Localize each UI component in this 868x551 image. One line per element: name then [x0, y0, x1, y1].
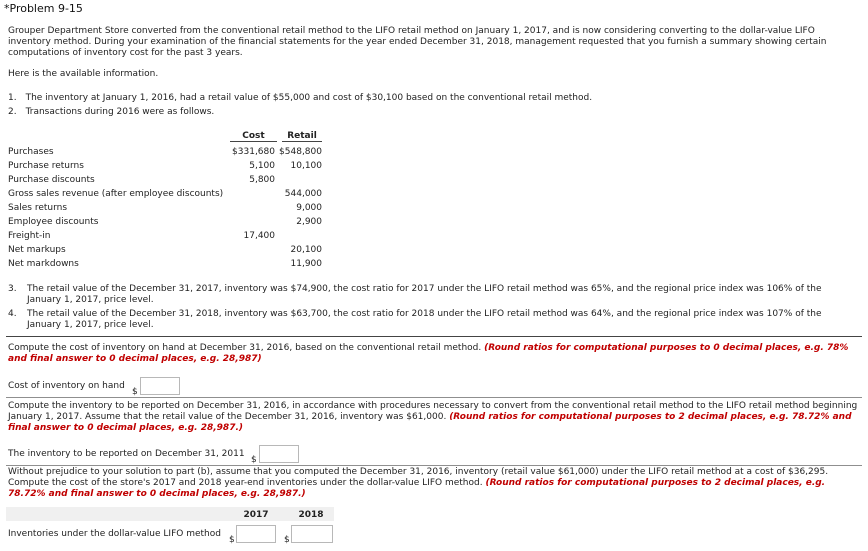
row-cost: 17,400 — [243, 231, 275, 241]
question-c-rounding-note: (Round ratios for computational purposes to 2 decimal places, e.g. 78.72% and final answer to 0 decimal places, e.g. 28,987.) — [8, 478, 826, 499]
row-retail: 20,100 — [290, 245, 322, 255]
question-c-prompt — [8, 467, 858, 500]
cost-of-inventory-input[interactable] — [140, 377, 180, 395]
currency-symbol: $ — [229, 535, 235, 545]
row-cost: 5,800 — [249, 175, 275, 185]
row-label: Purchase discounts — [8, 175, 95, 185]
row-label: Net markdowns — [8, 259, 79, 269]
question-a-rounding-note: (Round ratios for computational purposes to 0 decimal places, e.g. 78% and final answer to 0 decimal places, e.g. 28,987) — [8, 343, 849, 364]
dollar-value-lifo-label: Inventories under the dollar-value LIFO method — [8, 529, 221, 539]
table-header-band — [6, 507, 334, 521]
divider — [6, 465, 862, 466]
row-label: Purchases — [8, 147, 54, 157]
currency-symbol: $ — [132, 387, 138, 397]
row-retail: 9,000 — [296, 203, 322, 213]
info-item-3-number: 3. — [8, 284, 17, 294]
row-cost: $331,680 — [232, 147, 275, 157]
info-item-3: The retail value of the December 31, 2017, inventory was $74,900, the cost ratio for 2017 under the LIFO retail method was 65%, and the regional price index was 106% of the January 1, 2017, price level. — [27, 284, 822, 305]
row-label: Sales returns — [8, 203, 68, 213]
info-item-4-number: 4. — [8, 309, 17, 319]
row-retail: 544,000 — [284, 189, 322, 199]
question-b-text: Compute the inventory to be reported on December 31, 2016, in accordance with procedures necessary to convert from the conventional retail method to the LIFO retail method beginning January 1, 2017. Assume that the retail value of the December 31, 2016, inventory was $61,000. — [8, 401, 858, 422]
col-header-2017: 2017 — [243, 510, 269, 520]
col-header-retail: Retail — [282, 131, 322, 142]
row-label: Net markups — [8, 245, 66, 255]
divider — [6, 336, 862, 337]
question-b-prompt — [8, 401, 863, 434]
row-retail: $548,800 — [279, 147, 322, 157]
col-header-cost: Cost — [230, 131, 277, 142]
question-b-rounding-note: (Round ratios for computational purposes to 2 decimal places, e.g. 78.72% and final answer to 0 decimal places, e.g. 28,987.) — [8, 412, 852, 433]
question-c-text: Without prejudice to your solution to part (b), assume that you computed the December 31, 2016, inventory (retail value $61,000) under the LIFO retail method at a cost of $36,295. Compute the cost of the store's 2017 and 2018 year-end inventories under the dollar-value LIFO method. — [8, 467, 829, 488]
lifo-2018-input[interactable] — [291, 525, 333, 543]
col-header-2018: 2018 — [298, 510, 324, 520]
row-label: Freight-in — [8, 231, 51, 241]
row-retail: 11,900 — [290, 259, 322, 269]
intro-paragraph: Grouper Department Store converted from the conventional retail method to the LIFO retail method on January 1, 2017, and is now considering converting to the dollar-value LIFO inventory method. During your examination of the financial statements for the year ended December 31, 2018, management requested that you furnish a summary showing certain computations of inventory cost for the past 3 years. — [8, 26, 827, 58]
question-a-text: Compute the cost of inventory on hand at December 31, 2016, based on the conventional retail method. — [8, 343, 482, 353]
row-label: Employee discounts — [8, 217, 99, 227]
cost-of-inventory-label: Cost of inventory on hand — [8, 381, 125, 391]
inventory-reported-input[interactable] — [259, 445, 299, 463]
info-item-2: 2. Transactions during 2016 were as follows. — [8, 107, 215, 117]
row-label: Gross sales revenue (after employee discounts) — [8, 189, 224, 199]
row-retail: 10,100 — [290, 161, 322, 171]
row-retail: 2,900 — [296, 217, 322, 227]
available-info-text: Here is the available information. — [8, 69, 159, 79]
problem-title: *Problem 9-15 — [4, 2, 83, 15]
currency-symbol: $ — [284, 535, 290, 545]
lifo-2017-input[interactable] — [236, 525, 276, 543]
info-item-4: The retail value of the December 31, 2018, inventory was $63,700, the cost ratio for 2018 under the LIFO retail method was 64%, and the regional price index was 107% of the January 1, 2017, price level. — [27, 309, 822, 330]
currency-symbol: $ — [251, 455, 257, 465]
inventory-reported-label: The inventory to be reported on December 31, 2011 — [8, 449, 245, 459]
divider — [6, 397, 862, 398]
info-item-1: 1. The inventory at January 1, 2016, had a retail value of $55,000 and cost of $30,100 based on the conventional retail method. — [8, 93, 593, 103]
question-a-prompt — [8, 343, 858, 365]
row-label: Purchase returns — [8, 161, 84, 171]
row-cost: 5,100 — [249, 161, 275, 171]
